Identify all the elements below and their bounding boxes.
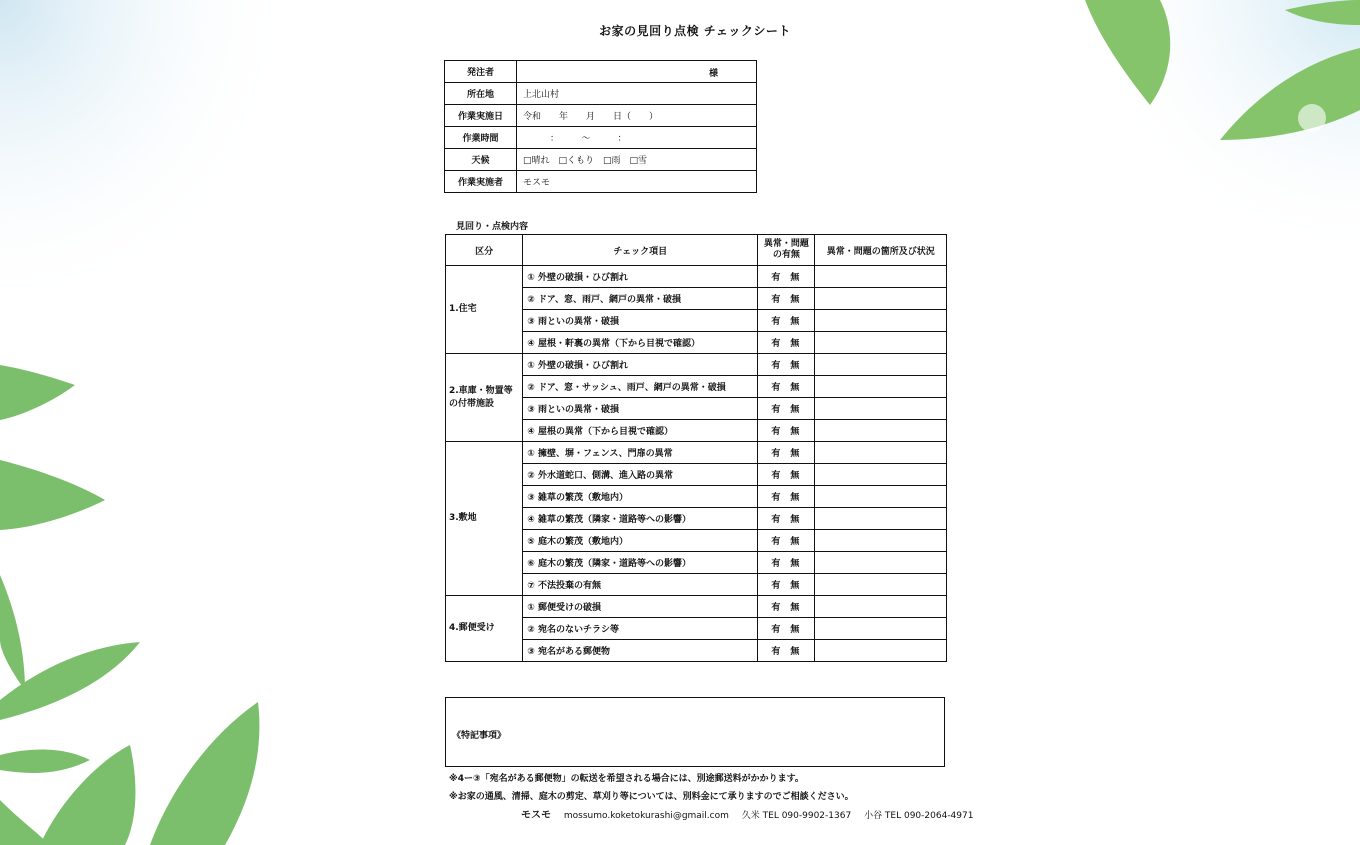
info-row	[445, 149, 757, 171]
header-item: チェック項目	[523, 235, 758, 266]
yes-no-cell[interactable]: 有無	[758, 310, 815, 332]
check-item: ① 郵便受けの破損	[523, 596, 758, 618]
info-label: 作業実施日	[445, 105, 517, 127]
note-cell[interactable]	[815, 486, 947, 508]
category-cell: 2.車庫・物置等の付帯施設	[446, 354, 523, 442]
remarks-box	[445, 697, 945, 767]
note-cell[interactable]	[815, 310, 947, 332]
yes-no-cell[interactable]: 有無	[758, 376, 815, 398]
note-cell[interactable]	[815, 398, 947, 420]
header-status-line1: 異常・問題	[763, 239, 809, 249]
check-item: ① 外壁の破損・ひび割れ	[523, 354, 758, 376]
check-item: ② 宛名のないチラシ等	[523, 618, 758, 640]
check-item: ③ 雑草の繁茂（敷地内）	[523, 486, 758, 508]
check-item: ② ドア、窓・サッシュ、雨戸、網戸の異常・破損	[523, 376, 758, 398]
info-row	[445, 61, 757, 83]
check-item: ③ 雨といの異常・破損	[523, 398, 758, 420]
table-row	[446, 442, 947, 464]
footnote-1: ※4ー③「宛名がある郵便物」の転送を希望される場合には、別途郵送料がかかります。	[449, 774, 804, 784]
info-row	[445, 171, 757, 193]
note-cell[interactable]	[815, 596, 947, 618]
check-item: ④ 雑草の繁茂（隣家・道路等への影響）	[523, 508, 758, 530]
yes-no-cell[interactable]: 有無	[758, 266, 815, 288]
category-cell: 1.住宅	[446, 266, 523, 354]
honorific-suffix: 様	[708, 69, 718, 79]
info-value-text: 上北山村	[523, 90, 560, 100]
footer-contact	[521, 806, 983, 821]
check-item: ⑦ 不法投棄の有無	[523, 574, 758, 596]
info-label: 発注者	[445, 61, 517, 83]
yes-no-cell[interactable]: 有無	[758, 618, 815, 640]
info-table	[444, 60, 757, 193]
category-cell: 4.郵便受け	[446, 596, 523, 662]
note-cell[interactable]	[815, 552, 947, 574]
check-item: ② ドア、窓、雨戸、網戸の異常・破損	[523, 288, 758, 310]
yes-no-cell[interactable]: 有無	[758, 442, 815, 464]
yes-no-cell[interactable]: 有無	[758, 464, 815, 486]
note-cell[interactable]	[815, 420, 947, 442]
note-cell[interactable]	[815, 442, 947, 464]
note-cell[interactable]	[815, 464, 947, 486]
footer-email: mossumo.koketokurashi@gmail.com	[563, 811, 729, 821]
info-value	[517, 127, 757, 149]
yes-no-cell[interactable]: 有無	[758, 398, 815, 420]
yes-no-cell[interactable]: 有無	[758, 288, 815, 310]
page-title: お家の見回り点検 チェックシート	[599, 24, 791, 38]
check-item: ⑤ 庭木の繁茂（敷地内）	[523, 530, 758, 552]
remarks-label: 《特記事項》	[452, 731, 507, 741]
header-status	[758, 235, 815, 266]
yes-no-cell[interactable]: 有無	[758, 552, 815, 574]
checklist-table	[445, 234, 947, 662]
info-value	[517, 171, 757, 193]
note-cell[interactable]	[815, 618, 947, 640]
section-title: 見回り・点検内容	[456, 222, 529, 232]
note-cell[interactable]	[815, 640, 947, 662]
info-value	[517, 83, 757, 105]
footer-contact-1: 久米 TEL 090-9902-1367	[741, 811, 852, 821]
info-value	[517, 61, 757, 83]
info-value-text: □晴れ □くもり □雨 □雪	[523, 156, 648, 166]
note-cell[interactable]	[815, 508, 947, 530]
note-cell[interactable]	[815, 266, 947, 288]
yes-no-cell[interactable]: 有無	[758, 596, 815, 618]
note-cell[interactable]	[815, 574, 947, 596]
table-row	[446, 354, 947, 376]
header-status-line2: の有無	[772, 250, 800, 260]
table-row	[446, 266, 947, 288]
category-cell: 3.敷地	[446, 442, 523, 596]
info-label: 所在地	[445, 83, 517, 105]
checklist-header-row	[446, 235, 947, 266]
yes-no-cell[interactable]: 有無	[758, 332, 815, 354]
check-item: ③ 宛名がある郵便物	[523, 640, 758, 662]
info-row	[445, 105, 757, 127]
check-item: ④ 屋根・軒裏の異常（下から目視で確認）	[523, 332, 758, 354]
note-cell[interactable]	[815, 354, 947, 376]
info-row	[445, 127, 757, 149]
info-value	[517, 149, 757, 171]
footnote-2: ※お家の通風、清掃、庭木の剪定、草刈り等については、別料金にて承りますのでご相談ください。	[449, 792, 854, 802]
info-label: 天候	[445, 149, 517, 171]
yes-no-cell[interactable]: 有無	[758, 640, 815, 662]
footer-company: モスモ	[521, 810, 551, 821]
yes-no-cell[interactable]: 有無	[758, 486, 815, 508]
check-item: ① 外壁の破損・ひび割れ	[523, 266, 758, 288]
footer-contact-2: 小谷 TEL 090-2064-4971	[864, 811, 974, 821]
info-row	[445, 83, 757, 105]
yes-no-cell[interactable]: 有無	[758, 354, 815, 376]
table-row	[446, 596, 947, 618]
check-item: ④ 屋根の異常（下から目視で確認）	[523, 420, 758, 442]
check-item: ① 擁壁、塀・フェンス、門扉の異常	[523, 442, 758, 464]
info-value-text: モスモ	[523, 178, 551, 188]
check-item: ③ 雨といの異常・破損	[523, 310, 758, 332]
info-label: 作業実施者	[445, 171, 517, 193]
yes-no-cell[interactable]: 有無	[758, 530, 815, 552]
note-cell[interactable]	[815, 530, 947, 552]
check-item: ⑥ 庭木の繁茂（隣家・道路等への影響）	[523, 552, 758, 574]
info-value	[517, 105, 757, 127]
header-note: 異常・問題の箇所及び状況	[815, 235, 947, 266]
yes-no-cell[interactable]: 有無	[758, 508, 815, 530]
header-category: 区分	[446, 235, 523, 266]
note-cell[interactable]	[815, 332, 947, 354]
info-value-text: 令和 年 月 日（ ）	[523, 112, 659, 122]
info-value-text: ： 〜 ：	[523, 134, 632, 144]
info-label: 作業時間	[445, 127, 517, 149]
yes-no-cell[interactable]: 有無	[758, 574, 815, 596]
note-cell[interactable]	[815, 376, 947, 398]
note-cell[interactable]	[815, 288, 947, 310]
check-item: ② 外水道蛇口、側溝、進入路の異常	[523, 464, 758, 486]
yes-no-cell[interactable]: 有無	[758, 420, 815, 442]
